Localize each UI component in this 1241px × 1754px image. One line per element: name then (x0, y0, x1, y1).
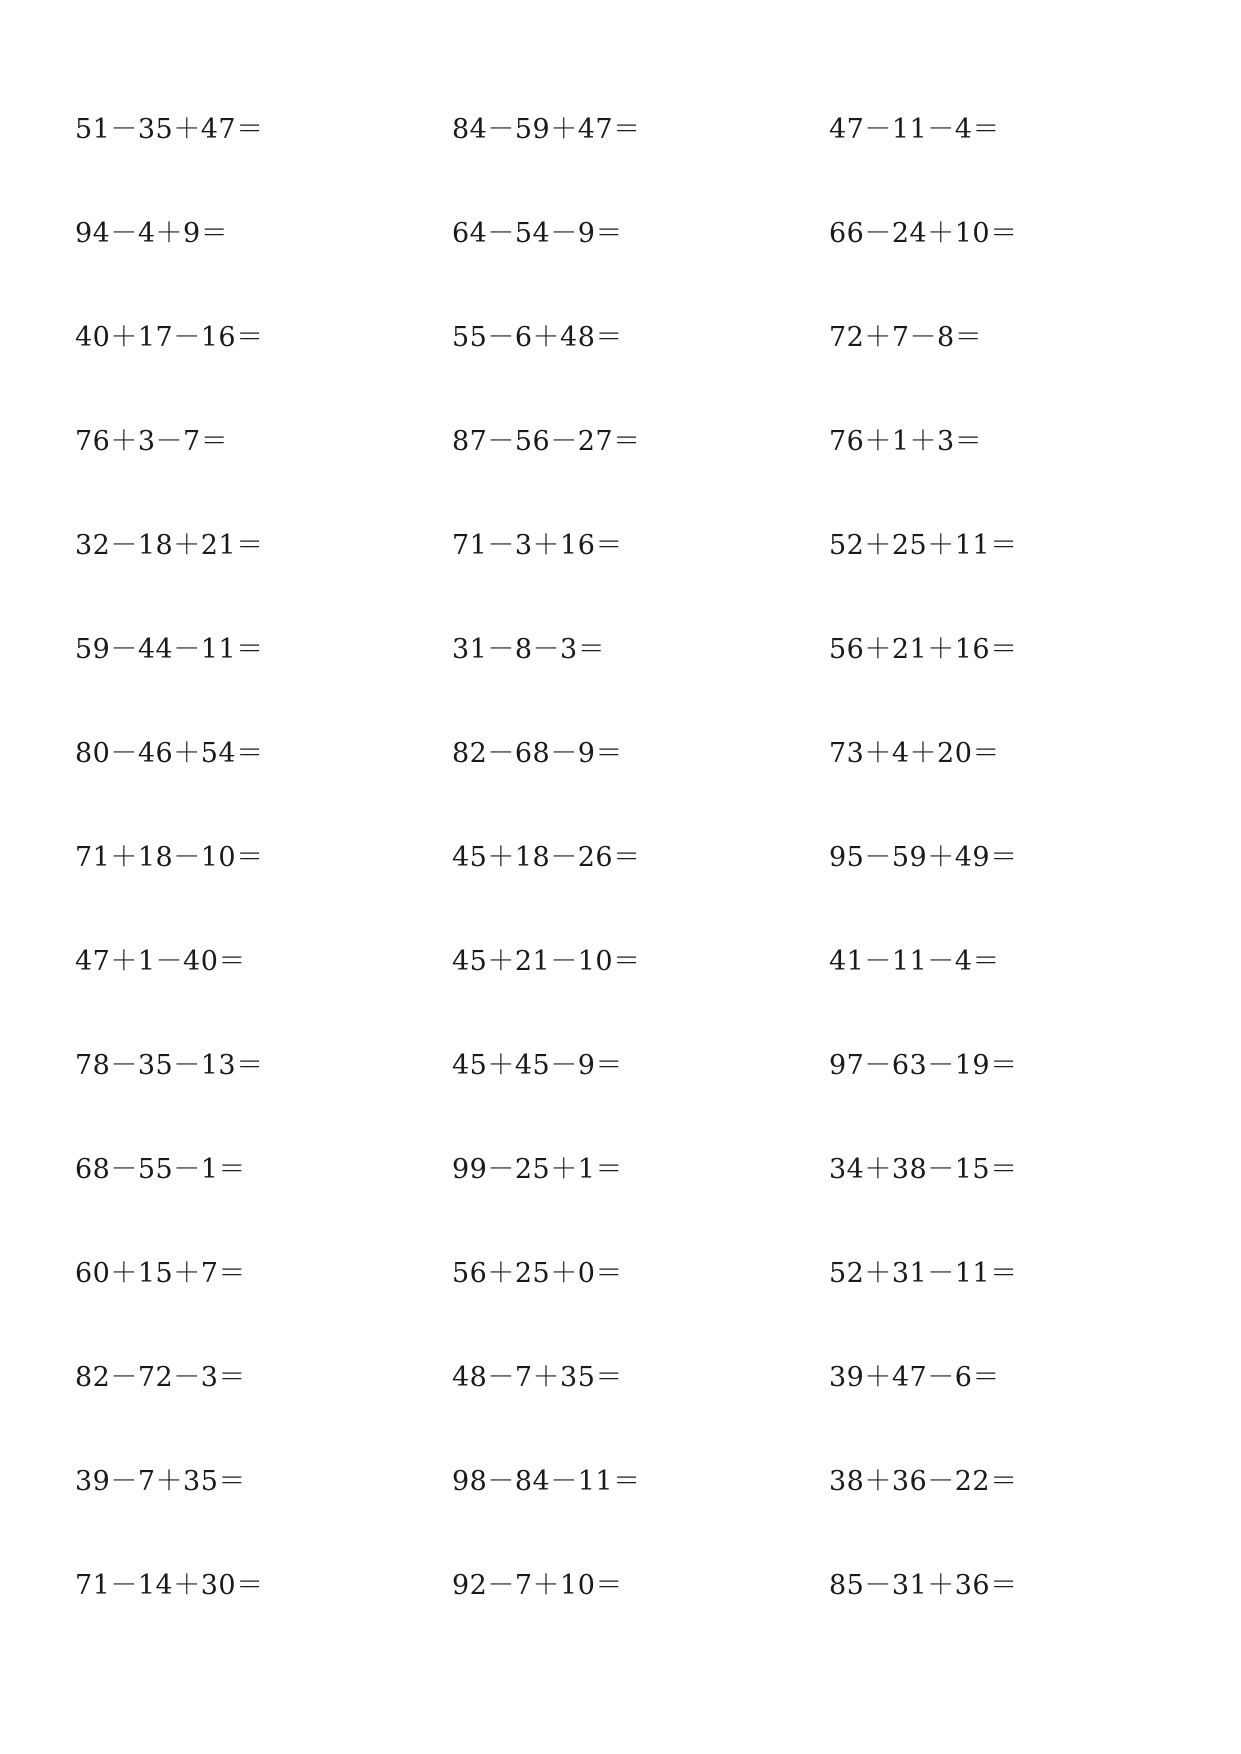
problem: 64－54－9＝ (452, 218, 623, 249)
problem-row (0, 630, 1241, 670)
problem: 71－14＋30＝ (75, 1570, 264, 1601)
problem: 66－24＋10＝ (829, 218, 1018, 249)
problem: 87－56－27＝ (452, 426, 641, 457)
problem: 45＋18－26＝ (452, 842, 641, 873)
problem-row (0, 214, 1241, 254)
problem-row (0, 1254, 1241, 1294)
problem: 55－6＋48＝ (452, 322, 623, 353)
problem: 82－68－9＝ (452, 738, 623, 769)
problem-row (0, 318, 1241, 358)
problem: 94－4＋9＝ (75, 218, 229, 249)
problem-row (0, 942, 1241, 982)
problem: 39＋47－6＝ (829, 1362, 1000, 1393)
problem: 32－18＋21＝ (75, 530, 264, 561)
problem: 31－8－3＝ (452, 634, 606, 665)
problem: 76＋3－7＝ (75, 426, 229, 457)
problem: 60＋15＋7＝ (75, 1258, 246, 1289)
problem: 45＋21－10＝ (452, 946, 641, 977)
problem-row (0, 1462, 1241, 1502)
problem-row (0, 1046, 1241, 1086)
problem: 47－11－4＝ (829, 114, 1000, 145)
problem: 95－59＋49＝ (829, 842, 1018, 873)
problem-row (0, 1358, 1241, 1398)
problem: 56＋25＋0＝ (452, 1258, 623, 1289)
problem: 39－7＋35＝ (75, 1466, 246, 1497)
problem: 45＋45－9＝ (452, 1050, 623, 1081)
problem: 48－7＋35＝ (452, 1362, 623, 1393)
problem: 34＋38－15＝ (829, 1154, 1018, 1185)
problem-row (0, 422, 1241, 462)
problem: 59－44－11＝ (75, 634, 264, 665)
problem: 80－46＋54＝ (75, 738, 264, 769)
problem-row (0, 1566, 1241, 1606)
problem-row (0, 526, 1241, 566)
problem-row (0, 1150, 1241, 1190)
problem: 84－59＋47＝ (452, 114, 641, 145)
problem: 82－72－3＝ (75, 1362, 246, 1393)
problem: 85－31＋36＝ (829, 1570, 1018, 1601)
problem-row (0, 110, 1241, 150)
problem: 40＋17－16＝ (75, 322, 264, 353)
problem: 98－84－11＝ (452, 1466, 641, 1497)
problem: 76＋1＋3＝ (829, 426, 983, 457)
problem: 73＋4＋20＝ (829, 738, 1000, 769)
problem: 47＋1－40＝ (75, 946, 246, 977)
problem-row (0, 734, 1241, 774)
problem: 78－35－13＝ (75, 1050, 264, 1081)
problem: 99－25＋1＝ (452, 1154, 623, 1185)
problem: 71＋18－10＝ (75, 842, 264, 873)
problem: 68－55－1＝ (75, 1154, 246, 1185)
problem-row (0, 838, 1241, 878)
problem: 41－11－4＝ (829, 946, 1000, 977)
problem: 56＋21＋16＝ (829, 634, 1018, 665)
problem: 52＋31－11＝ (829, 1258, 1018, 1289)
problem: 38＋36－22＝ (829, 1466, 1018, 1497)
problem: 72＋7－8＝ (829, 322, 983, 353)
problem: 51－35＋47＝ (75, 114, 264, 145)
problem: 71－3＋16＝ (452, 530, 623, 561)
problem: 52＋25＋11＝ (829, 530, 1018, 561)
problem: 92－7＋10＝ (452, 1570, 623, 1601)
problem: 97－63－19＝ (829, 1050, 1018, 1081)
